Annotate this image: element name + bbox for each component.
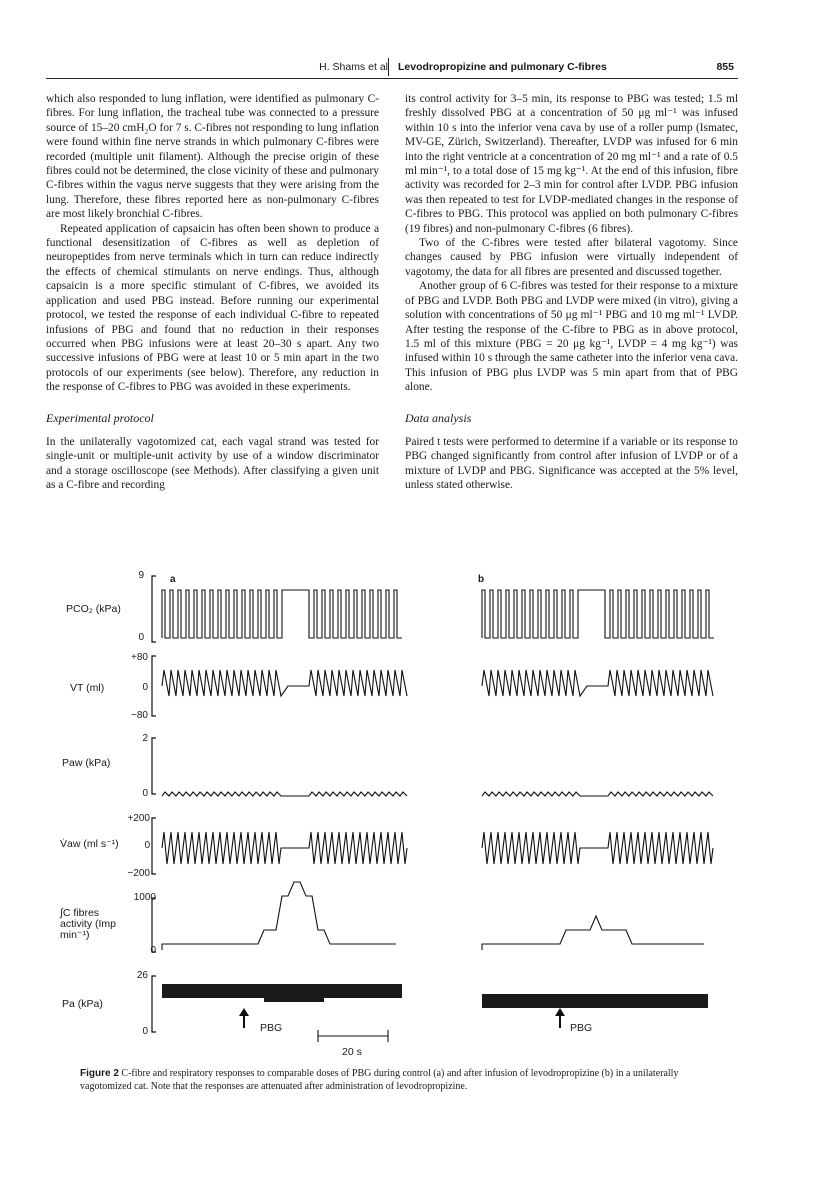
figure-caption [80,1067,710,1093]
left-paragraph-3: In the unilaterally vagotomized cat, each vagal strand was tested for single-unit or multiple-unit activity by use of a window discriminator and a storage oscilloscope (see Methods). After classifying a given unit as a C-fibre and recording [46,435,379,492]
axis-bracket-3 [152,818,156,874]
panel-label-b: b [478,574,485,585]
header-rule [46,78,738,79]
trace-vt-b [482,670,713,696]
trace-paw-b [482,792,713,796]
section-heading-data-analysis: Data analysis [405,410,472,425]
trace-cfibres-a [162,882,396,950]
axis-bracket-5 [152,976,156,1032]
tick-vaw-zero: 0 [144,840,150,851]
section-heading-experimental-protocol: Experimental protocol [46,410,154,425]
left-paragraph-2: Repeated application of capsaicin has often been shown to produce a functional desensitization of C-fibres as well as depletion of neuropeptides from nerve terminals which in turn can reduce indirectly the effects of chemical stimulants on nerve endings. Thus, although capsaicin is a more specific stimulant of C-fibres, we avoided its application and used PBG instead. Before running our experimental protocol, we tested the response of each individual C-fibre to repeated infusions of PBG and found that no reduction in their responses occurred when PBG infusions were at least 20–30 s apart. Any two successive infusions of PBG were at least 10 or 5 min apart in the two protocols of our experiments (see below). Therefore, any reduction in the response of C-fibres to PBG was avoided in these experiments. [46,222,379,394]
caption-text: C-fibre and respiratory responses to comparable doses of PBG during control (a) and after infusion of levodropropizine (b) in a unilaterally vagotomized cat. Note that the responses are attenuated after administration of levodropropizine. [80,1068,679,1092]
channel-label-pa: Pa (kPa) [62,998,103,1010]
trace-pa-b [482,994,708,1008]
right-paragraph-3: Another group of 6 C-fibres was tested for their response to a mixture of PBG and LVDP. Both PBG and LVDP were mixed (in vitro), giving a solution with concentrations of 50 μg ml⁻¹ PBG and 10 mg ml⁻¹ LVDP. After testing the response of the C-fibre to PBG as in above protocol, 1.5 ml of this mixture (PBG = 20 μg kg⁻¹, LVDP = 4 mg kg⁻¹) was infused within 10 s through the same catheter into the inferior vena cava. This infusion of PBG plus LVDP was 5 min apart from that of PBG alone. [405,280,738,394]
axis-bracket-1 [152,656,156,716]
tick-vt-min: −80 [131,710,148,721]
trace-pco2-b [482,590,714,638]
left-column [46,92,379,493]
scale-bar [318,1030,388,1042]
header-authors: H. Shams et al [319,61,388,73]
tick-vt-zero: 0 [142,682,148,693]
trace-vaw-b [482,832,713,864]
pbg-arrow-head-b [555,1008,565,1016]
trace-vt-a [162,670,407,696]
caption-label: Figure 2 [80,1068,119,1079]
axis-bracket-0 [152,576,156,642]
tick-vt-max: +80 [131,652,148,663]
tick-pa-min: 0 [142,1026,148,1037]
page-header [46,58,738,76]
trace-pa-dip-a [264,986,324,1002]
right-column [405,92,738,493]
channel-label-pco2: PCO₂ (kPa) [66,603,121,615]
tick-paw-min: 0 [142,788,148,799]
channel-label-vaw: V̇aw (ml s⁻¹) [60,838,119,850]
tick-paw-max: 2 [142,733,148,744]
right-paragraph-4: Paired t tests were performed to determine if a variable or its response to PBG changed significantly from control after infusion of LVDP or of a mixture of LVDP and PBG. Significance was accepted at the 5% level, unless stated otherwise. [405,435,738,492]
tick-vaw-max: +200 [127,813,150,824]
right-paragraph-2: Two of the C-fibres were tested after bilateral vagotomy. Since changes caused by PBG infusion were virtually independent of vagotomy, the data for all fibres are presented and discussed together. [405,237,738,278]
right-paragraph-1: its control activity for 3–5 min, its response to PBG was tested; 1.5 ml freshly dissolved PBG at a concentration of 50 μg ml⁻¹ was infused within 10 s into the inferior vena cava by use of a roller pump (Ismatec, MV-GE, Zürich, Switzerland). Thereafter, LVDP was infused for 6 min into the right ventricle at a concentration of 20 mg ml⁻¹ and a rate of 0.5 ml min⁻¹, to a total dose of 15 mg kg⁻¹. At the end of this infusion, fibre activity was recorded for 2–3 min for control after LVDP. PBG infusion was then repeated to test for LVDP-mediated changes in the response of C-fibres to PBG. This protocol was applied on both pulmonary C-fibres (19 fibres) and non-pulmonary C-fibres (6 fibres). [405,93,738,235]
trace-pco2-a [162,590,402,638]
marker-label-pbg-a: PBG [260,1022,283,1034]
panel-label-a: a [170,574,176,585]
channel-label-cfibres: ∫C fibres activity (Imp min⁻¹) [60,907,117,941]
marker-label-pbg-b: PBG [570,1022,593,1034]
tick-cfibres-min: 0 [150,945,156,956]
tick-pco2-min: 0 [138,632,144,643]
trace-cfibres-b [482,916,704,950]
channel-label-paw: Paw (kPa) [62,757,111,769]
scale-bar-label: 20 s [342,1046,362,1058]
tick-pa-max: 26 [136,970,148,981]
tick-cfibres-max: 1000 [133,892,156,903]
figure-2 [46,570,738,1058]
pbg-arrow-head-a [239,1008,249,1016]
header-separator [388,58,389,76]
figure-traces [46,570,738,1050]
trace-vaw-a [162,832,407,864]
axis-bracket-2 [152,738,156,794]
trace-paw-a [162,792,407,796]
page-number: 855 [716,61,734,73]
left-paragraph-1: which also responded to lung inflation, were identified as pulmonary C-fibres. For lung inflation, the tracheal tube was connected to a pressure source of 15–20 cmH₂O for 7 s. C-fibres not responding to lung inflation were found within fine nerve strands in which pulmonary C-fibres were recorded (multiple unit filament). Although the precise origin of these fibres could not be determined, the close vicinity of these and pulmonary C-fibres within the vagus nerve suggests that they were arising from the lung. Therefore, these fibres reported here as non-pulmonary C-fibres are most likely bronchial C-fibres. [46,93,379,221]
header-running-title: Levodropropizine and pulmonary C-fibres [398,61,607,73]
channel-label-vt: VT (ml) [70,682,105,694]
axis-bracket-4 [152,898,156,952]
tick-vaw-min: −200 [127,868,150,879]
tick-pco2-max: 9 [138,570,144,581]
